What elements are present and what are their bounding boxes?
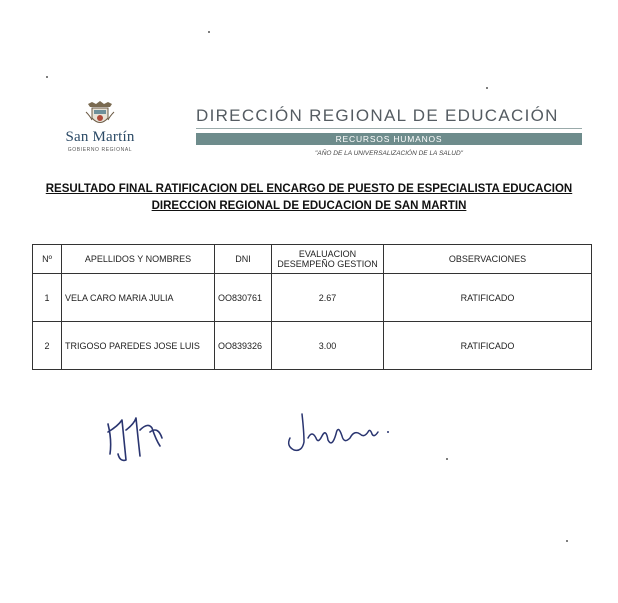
- document-title-line2: DIRECCION REGIONAL DE EDUCACION DE SAN MARTIN: [151, 200, 467, 212]
- row-name: TRIGOSO PAREDES JOSE LUIS: [62, 322, 215, 370]
- row-score: 2.67: [272, 274, 384, 322]
- row-dni: OO839326: [215, 322, 272, 370]
- row-dni: OO830761: [215, 274, 272, 322]
- table-row: [33, 274, 592, 322]
- san-martin-logo: [50, 100, 150, 156]
- row-score: 3.00: [272, 322, 384, 370]
- row-observation: RATIFICADO: [384, 274, 592, 322]
- header-observations: OBSERVACIONES: [384, 245, 592, 274]
- logo-name: San Martín: [65, 129, 135, 145]
- header-eval-line2: DESEMPEÑO GESTION: [277, 259, 378, 269]
- table-row: [33, 322, 592, 370]
- scan-speck: [486, 87, 488, 89]
- department-label: RECURSOS HUMANOS: [335, 134, 443, 144]
- row-number: 1: [33, 274, 62, 322]
- regional-coat-of-arms-icon: [84, 100, 116, 128]
- table-header-row: [33, 245, 592, 274]
- row-number: 2: [33, 322, 62, 370]
- document-title-line1: RESULTADO FINAL RATIFICACION DEL ENCARGO DE PUESTO DE ESPECIALISTA EDUCACION: [45, 183, 573, 195]
- header-dni: DNI: [215, 245, 272, 274]
- institution-title: DIRECCIÓN REGIONAL DE EDUCACIÓN: [196, 106, 559, 125]
- scan-speck: [46, 76, 48, 78]
- scan-speck: [446, 458, 448, 460]
- scan-speck: [208, 31, 210, 33]
- header-name: APELLIDOS Y NOMBRES: [62, 245, 215, 274]
- year-motto: "AÑO DE LA UNIVERSALIZACIÓN DE LA SALUD": [315, 150, 463, 157]
- signature-right: [284, 408, 400, 460]
- header-divider: [196, 128, 582, 129]
- department-band: [196, 133, 582, 145]
- row-observation: RATIFICADO: [384, 322, 592, 370]
- signature-left: [100, 410, 172, 474]
- header-evaluation: [272, 245, 384, 274]
- logo-subtitle: GOBIERNO REGIONAL: [67, 147, 133, 153]
- header-eval-line1: EVALUACION: [298, 249, 357, 259]
- results-table: [32, 244, 592, 370]
- scan-speck: [566, 540, 568, 542]
- header-no: Nº: [33, 245, 62, 274]
- row-name: VELA CARO MARIA JULIA: [62, 274, 215, 322]
